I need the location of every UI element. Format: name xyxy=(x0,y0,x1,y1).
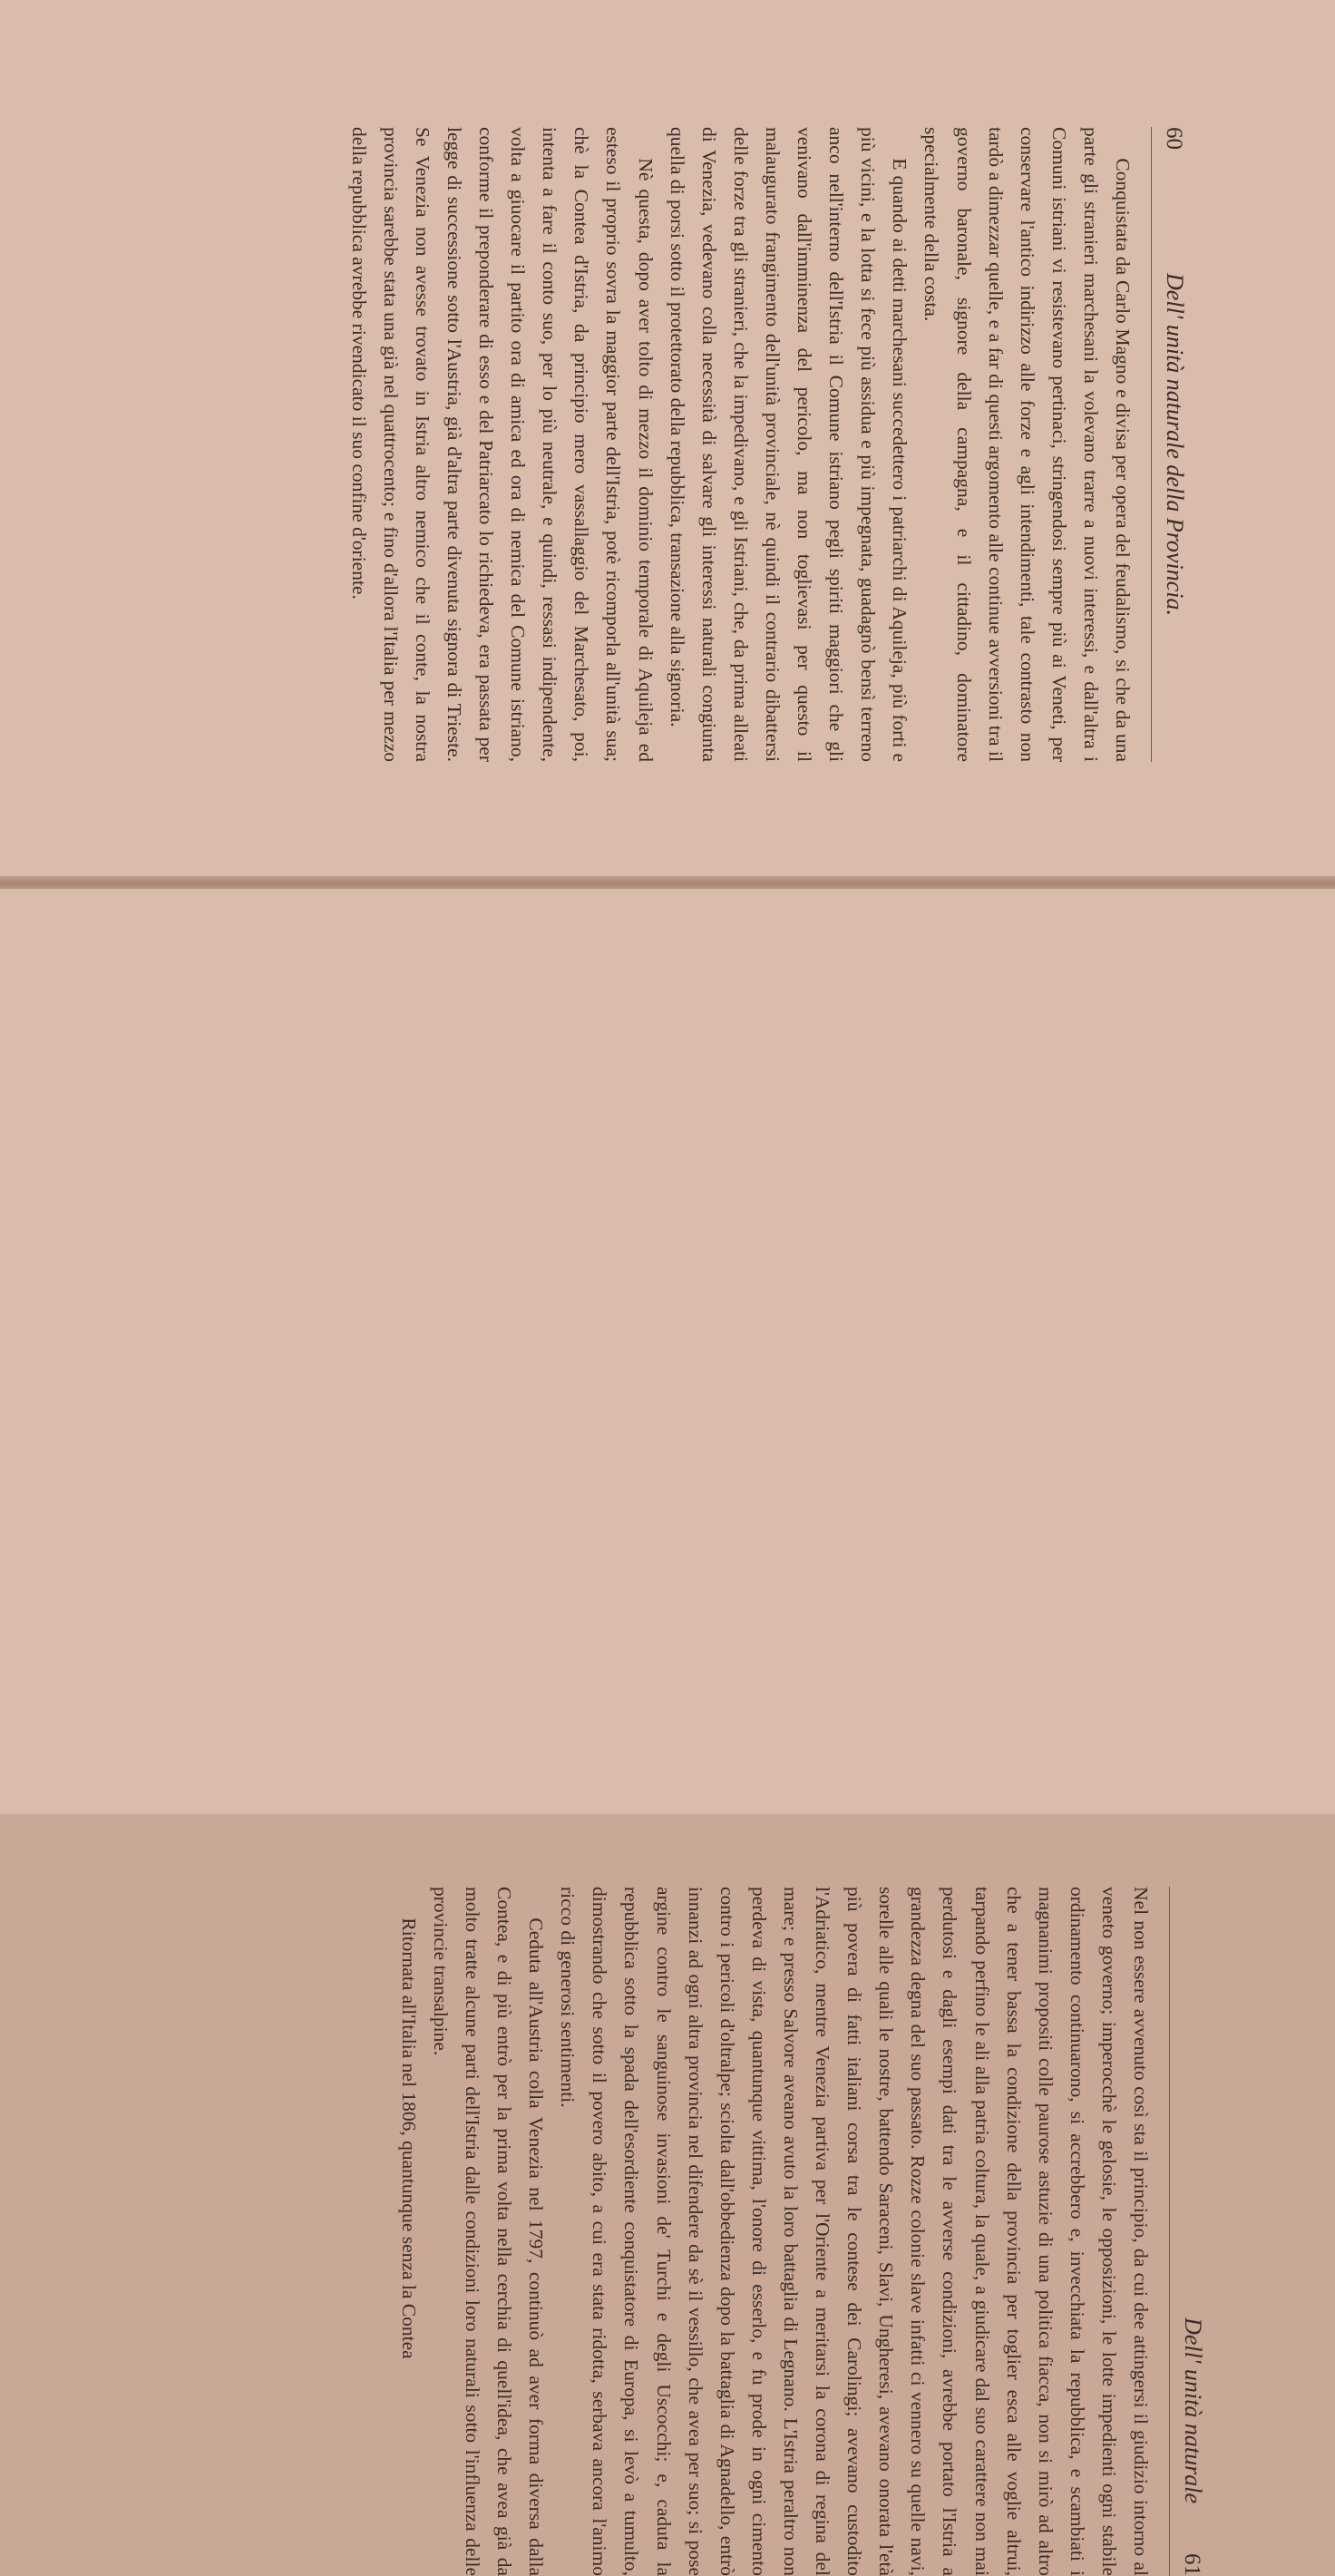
page-60-body xyxy=(343,127,1138,762)
page-61-header xyxy=(1169,1887,1206,2576)
page-60 xyxy=(0,0,1335,880)
paragraph: Ritornata all'Italia nel 1806, quantunque senza la Contea xyxy=(397,1917,420,2359)
page-60-header xyxy=(1151,127,1188,762)
page-61-body xyxy=(393,1887,1156,2576)
paragraph: Nè questa, dopo aver tolto di mezzo il dominio temporale di Aquileja ed esteso il proprio sovra la maggior parte dell'Istria, potè ricomporla all'unità sua; chè la Contea d'Istria, da principio mero vassallaggio del Marchesato, poi, intenta a fare il conto suo, per lo più neutrale, e quindi, ressasi indipendente, volta a giuocare il partito ora di amica ed ora di nemica del Comune istriano, conforme il preponderare di esso e del Patriarcato lo richiedeva, era passata per legge di successione sotto l'Austria, già d'altra parte divenuta signora di Trieste. Se Venezia non avesse trovato in Istria altro nemico che il conte, la nostra provincia sarebbe stata una già nel quattrocento; e fino d'allora l'Italia per mezzo della repubblica avrebbe rivendicato il suo confine d'oriente. xyxy=(347,127,657,762)
paragraph: Conquistata da Carlo Magno e divisa per opera del feudalismo, si che da una parte gli stranieri marchesani la volevano trarre a nuovi interessi, e dall'altra i Comuni istriani vi resistevano pertinaci, stringendosi sempre più ai Veneti, per conservare l'antico indirizzo alle forze e agli intendimenti, tale contrasto non tardò a dimezzar quelle, e a far di questi argomento alle continue avversioni tra il governo baronale, signore della campagna, e il cittadino, dominatore specialmente della costa. xyxy=(921,127,1134,762)
page-number: 60 xyxy=(1162,127,1186,150)
paragraph: Ceduta all'Austria colla Venezia nel 1797, continuò ad aver forma diversa dalla Contea, e di più entrò per la prima volta nella cerchia di quell'idea, che avea già da molto tratte alcune parti dell'Istria dalle condizioni loro naturali sotto l'influenza delle provincie transalpine. xyxy=(429,1887,548,2576)
paragraph: E quando ai detti marchesani succedettero i patriarchi di Aquileja, più forti e più vicini, e la lotta si fece più assidua e più impegnata, guadagnò bensì terreno anco nell'interno dell'Istria il Comune istriano pegli spiriti maggiori che gli venivano dall'imminenza del pericolo, ma non toglievasi per questo il malaugurato frangimento dell'unità provinciale, nè quindi il contrario dibattersi delle forze tra gli stranieri, che la impedivano, e gli Istriani, che, da prima alleati di Venezia, vedevano colla necessità di salvare gli interessi naturali congiunta quella di porsi sotto il protettorato della repubblica, transazione alla signoria. xyxy=(666,127,911,762)
page-number: 61 xyxy=(1180,2553,1204,2576)
page-60-content xyxy=(127,127,1188,762)
paragraph: Nel non essere avvenuto così sta il principio, da cui dee attingersi il giudizio intorno al veneto governo; imperocchè le gelosie, le opposizioni, le lotte impedienti ogni stabile ordinamento continuarono, si accrebbero e, invecchiata la repubblica, e scambiati i magnanimi propositi colle paurose astuzie di una politica fiacca, non si mirò ad altro che a tener bassa la condizione della provincia per toglier esca alle voglie altrui, tarpando perfino le ali alla patria coltura, la quale, a giudicare dal suo carattere non mai perdutosi e dagli esempi dati tra le avverse condizioni, avrebbe portato l'Istria a grandezza degna del suo passato. Rozze colonie slave infatti ci vennero su quelle navi, sorelle alle quali le nostre, battendo Saraceni, Slavi, Ungheresi, avevano onorata l'età più povera di fatti italiani corsa tra le contese dei Carolingi; avevano custodito l'Adriatico, mentre Venezia partiva per l'Oriente a meritarsi la corona di regina del mare; e presso Salvore aveano avuto la loro battaglia di Legnano. L'Istria peraltro non perdeva di vista, quantunque vittima, l'onore di esserlo, e fu prode in ogni cimento contro i pericoli d'oltralpe; sciolta dall'obbedienza dopo la battaglia di Agnadello, entrò innanzi ad ogni altra provincia nel difendere da sè il vessillo, che avea per suo; si pose argine contro le sanguinose invasioni de' Turchi e degli Uscocchi; e, caduta la repubblica sotto la spada dell'esordiente conquistatore di Europa, si levò a tumulto, dimostrando che sotto il povero abito, a cui era stata ridotta, serbava ancora l'animo ricco di generosi sentimenti. xyxy=(557,1887,1152,2576)
running-title: Dell' unità naturale xyxy=(1180,2317,1206,2503)
page-61 xyxy=(0,889,1335,2576)
page-61-content xyxy=(145,1887,1206,2576)
running-title: Dell' unità naturale della Provincia. xyxy=(1162,273,1188,616)
